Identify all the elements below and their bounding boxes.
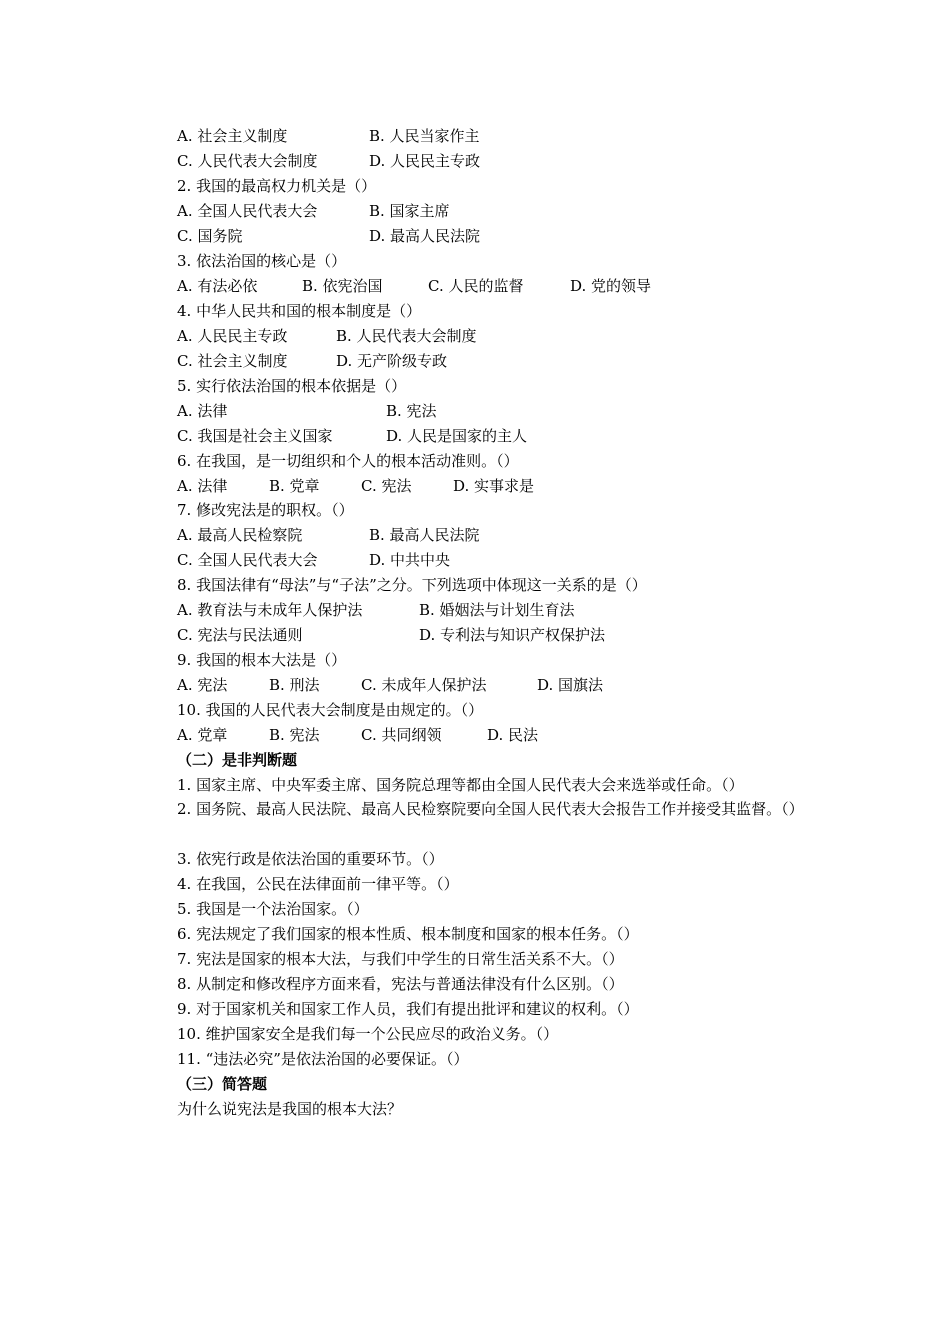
question-7-options-cd (177, 550, 450, 570)
section-heading-true-false: （二）是非判断题 (177, 751, 298, 769)
short-answer-question: 为什么说宪法是我国的根本大法？ (177, 1100, 403, 1118)
tf-item-11: 11. “违法必究”是依法治国的必要保证。（） (177, 1050, 469, 1068)
question-6-options (177, 476, 534, 496)
tf-item-9: 9. 对于国家机关和国家工作人员，我们有提出批评和建议的权利。（） (177, 1000, 639, 1018)
tf-item-10: 10. 维护国家安全是我们每一个公民应尽的政治义务。（） (177, 1025, 559, 1043)
option-b: B. 党章 (269, 477, 320, 495)
option-b: B. 刑法 (269, 676, 320, 694)
question-7-options-ab (177, 525, 480, 545)
question-3-stem: 3. 依法治国的核心是（） (177, 252, 347, 270)
option-c: C. 人民的监督 (428, 277, 524, 295)
option-a: A. 党章 (177, 726, 228, 744)
option-a: A. 全国人民代表大会 (177, 202, 318, 220)
section-heading-short-answer: （三）简答题 (177, 1075, 268, 1093)
question-4-options-ab (177, 326, 477, 346)
tf-item-4: 4. 在我国，公民在法律面前一律平等。（） (177, 875, 459, 893)
option-b: B. 依宪治国 (302, 277, 383, 295)
question-1-options-cd (177, 151, 480, 171)
question-3-options (177, 276, 651, 296)
question-7-stem: 7. 修改宪法是的职权。（） (177, 501, 354, 519)
question-5-stem: 5. 实行依法治国的根本依据是（） (177, 377, 407, 395)
question-2-options-cd (177, 226, 480, 246)
option-c: C. 宪法 (361, 477, 412, 495)
option-a: A. 法律 (177, 402, 228, 420)
option-b: B. 国家主席 (369, 202, 450, 220)
option-a: A. 有法必依 (177, 277, 258, 295)
tf-item-8: 8. 从制定和修改程序方面来看，宪法与普通法律没有什么区别。（） (177, 975, 624, 993)
tf-item-1: 1. 国家主席、中央军委主席、国务院总理等都由全国人民代表大会来选举或任命。（） (177, 776, 744, 794)
option-d: D. 实事求是 (453, 477, 535, 495)
question-9-stem: 9. 我国的根本大法是（） (177, 651, 347, 669)
option-d: D. 专利法与知识产权保护法 (419, 626, 606, 644)
option-c: C. 国务院 (177, 227, 243, 245)
option-c: C. 人民代表大会制度 (177, 152, 318, 170)
question-4-stem: 4. 中华人民共和国的根本制度是（） (177, 302, 422, 320)
question-5-options-cd (177, 426, 527, 446)
option-a: A. 教育法与未成年人保护法 (177, 601, 363, 619)
question-8-options-cd (177, 625, 605, 645)
option-c: C. 未成年人保护法 (361, 676, 487, 694)
option-c: C. 我国是社会主义国家 (177, 427, 333, 445)
question-8-stem: 8. 我国法律有“母法”与“子法”之分。下列选项中体现这一关系的是（） (177, 576, 647, 594)
tf-item-3: 3. 依宪行政是依法治国的重要环节。（） (177, 850, 444, 868)
tf-item-6: 6. 宪法规定了我们国家的根本性质、根本制度和国家的根本任务。（） (177, 925, 639, 943)
option-c: C. 宪法与民法通则 (177, 626, 303, 644)
option-a: A. 最高人民检察院 (177, 526, 303, 544)
option-c: C. 全国人民代表大会 (177, 551, 318, 569)
option-d: D. 无产阶级专政 (336, 352, 448, 370)
option-b: B. 最高人民法院 (369, 526, 480, 544)
option-a: A. 法律 (177, 477, 228, 495)
option-d: D. 国旗法 (537, 676, 604, 694)
question-4-options-cd (177, 351, 447, 371)
option-d: D. 人民是国家的主人 (386, 427, 528, 445)
option-c: C. 共同纲领 (361, 726, 442, 744)
option-d: D. 最高人民法院 (369, 227, 481, 245)
question-10-options (177, 725, 538, 745)
question-8-options-ab (177, 600, 575, 620)
option-b: B. 宪法 (269, 726, 320, 744)
option-b: B. 婚姻法与计划生育法 (419, 601, 575, 619)
tf-item-7: 7. 宪法是国家的根本大法，与我们中学生的日常生活关系不大。（） (177, 950, 624, 968)
option-d: D. 党的领导 (570, 277, 652, 295)
option-c: C. 社会主义制度 (177, 352, 288, 370)
question-2-stem: 2. 我国的最高权力机关是（） (177, 177, 377, 195)
option-a: A. 宪法 (177, 676, 228, 694)
question-6-stem: 6. 在我国，是一切组织和个人的根本活动准则。（） (177, 452, 519, 470)
tf-item-2: 2. 国务院、最高人民法院、最高人民检察院要向全国人民代表大会报告工作并接受其监督。（） (177, 800, 804, 818)
option-d: D. 民法 (487, 726, 539, 744)
option-d: D. 人民民主专政 (369, 152, 481, 170)
option-d: D. 中共中央 (369, 551, 451, 569)
question-9-options (177, 675, 603, 695)
question-2-options-ab (177, 201, 450, 221)
option-b: B. 宪法 (386, 402, 437, 420)
option-a: A. 社会主义制度 (177, 127, 288, 145)
option-b: B. 人民当家作主 (369, 127, 480, 145)
option-b: B. 人民代表大会制度 (336, 327, 477, 345)
tf-item-5: 5. 我国是一个法治国家。（） (177, 900, 369, 918)
option-a: A. 人民民主专政 (177, 327, 288, 345)
question-10-stem: 10. 我国的人民代表大会制度是由规定的。（） (177, 701, 484, 719)
question-5-options-ab (177, 401, 437, 421)
question-1-options-ab (177, 126, 480, 146)
